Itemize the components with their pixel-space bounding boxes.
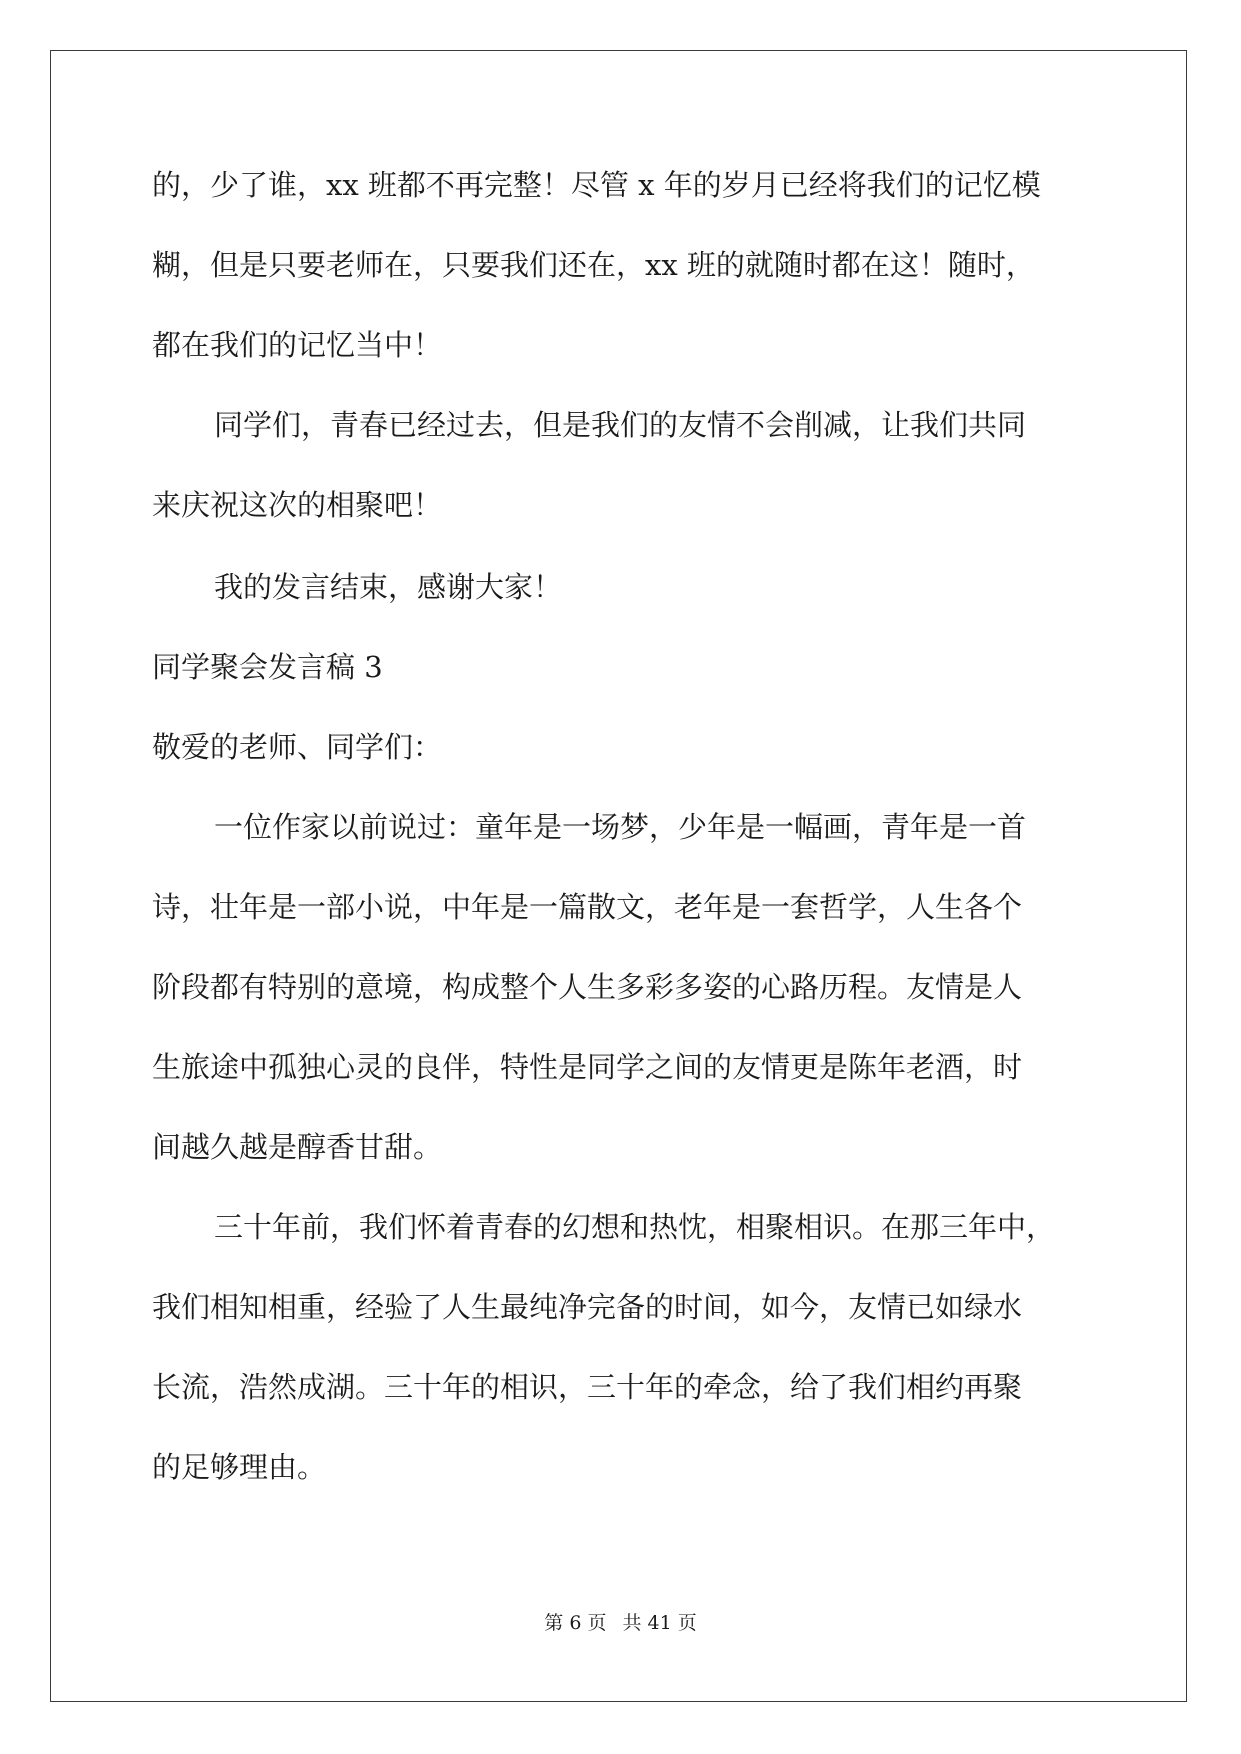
paragraph-line: 的足够理由。	[152, 1450, 327, 1484]
paragraph-line: 间越久越是醇香甘甜。	[152, 1130, 443, 1164]
paragraph-line: 来庆祝这次的相聚吧！	[152, 488, 443, 522]
paragraph-line: 都在我们的记忆当中！	[152, 328, 443, 362]
section-heading: 同学聚会发言稿 3	[152, 650, 383, 684]
paragraph-line: 诗，壮年是一部小说，中年是一篇散文，老年是一套哲学，人生各个	[152, 890, 1023, 924]
page-number: 第 6 页	[544, 1612, 607, 1634]
paragraph-line: 同学们，青春已经过去，但是我们的友情不会削减，让我们共同	[214, 408, 1027, 442]
paragraph-line: 阶段都有特别的意境，构成整个人生多彩多姿的心路历程。友情是人	[152, 970, 1023, 1004]
paragraph-line: 一位作家以前说过：童年是一场梦，少年是一幅画，青年是一首	[214, 810, 1027, 844]
paragraph-line: 的，少了谁，xx 班都不再完整！尽管 x 年的岁月已经将我们的记忆模	[152, 168, 1041, 202]
page-footer	[0, 1610, 1241, 1636]
paragraph-line: 长流，浩然成湖。三十年的相识，三十年的牵念，给了我们相约再聚	[152, 1370, 1023, 1404]
paragraph-line: 生旅途中孤独心灵的良伴，特性是同学之间的友情更是陈年老酒，时	[152, 1050, 1023, 1084]
paragraph-line: 我的发言结束，感谢大家！	[214, 570, 563, 604]
paragraph-line: 三十年前，我们怀着青春的幻想和热忱，相聚相识。在那三年中，	[214, 1210, 1056, 1244]
page-total: 共 41 页	[622, 1612, 697, 1634]
paragraph-line: 糊，但是只要老师在，只要我们还在，xx 班的就随时都在这！随时，	[152, 248, 1035, 282]
paragraph-line: 我们相知相重，经验了人生最纯净完备的时间，如今，友情已如绿水	[152, 1290, 1023, 1324]
salutation: 敬爱的老师、同学们：	[152, 730, 443, 764]
